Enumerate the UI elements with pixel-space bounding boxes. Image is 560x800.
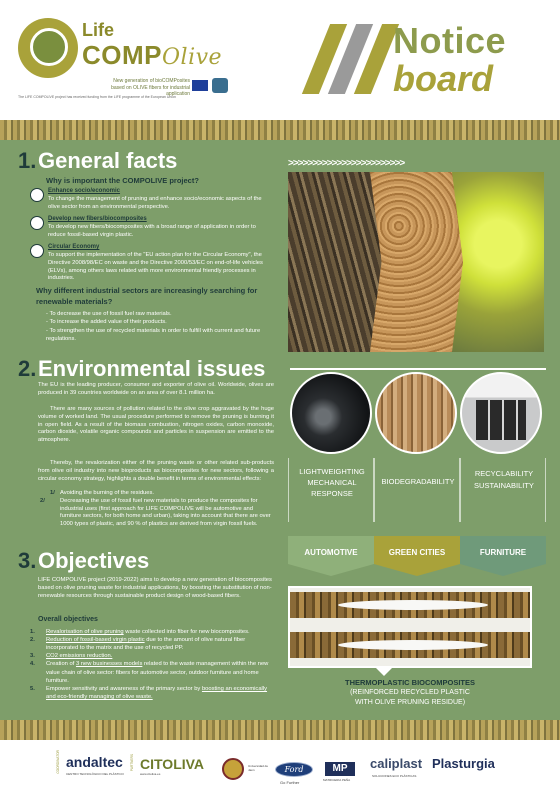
partners-label: PARTNERS (130, 754, 134, 772)
university-jaen-label: Universidad de Jaén (248, 764, 269, 772)
logo-comp-text: COMPOlive (82, 40, 223, 70)
university-jaen-seal-icon (222, 758, 244, 780)
olive-leaf-icon (30, 28, 68, 66)
sector-attributes-furniture (460, 458, 546, 522)
automotive-photo (290, 372, 372, 454)
slash-decoration (302, 24, 392, 94)
sector-attributes-green-cities (374, 458, 460, 522)
flask-icon (30, 216, 44, 230)
caliplast-logo: caliplast (370, 756, 423, 771)
item-body-circular: To support the implementation of the "EU action plan for the Circular Economy", the Directive 2008/98/EC on waste and the Directive 2000/53/EC on end-of-life vehicles (ELVs), among others laws related with more environmental friendly processes in industries. (48, 252, 263, 282)
list-item: 5. Empower sensitivity and awareness of the primary sector by boosting an economically and eco-friendly managing of olive waste. (30, 685, 268, 700)
mp-logo: MP (325, 762, 355, 776)
attr-line: RESPONSE (311, 489, 353, 498)
section-1-number: 1. (18, 148, 37, 173)
plasturgia-logo: Plasturgia (432, 756, 495, 771)
section-1-title: General facts (38, 148, 178, 173)
item-body-fibers: To develop new fibers/biocomposites with a broad range of application in order to reduce fossil-based virgin plastic. (48, 224, 256, 238)
biocomposite-subtitle-line: (REINFORCED RECYCLED PLASTIC (350, 689, 470, 696)
wood-chips-photo (370, 172, 466, 352)
pellets-photo (452, 172, 544, 352)
list-item: 4. Creation of 3 new businesses models related to the waste management within the new value chain of olive sector: fibers for automotive sector, outdoor furniture and home furniture. (30, 661, 269, 684)
objectives-list (30, 628, 278, 701)
section-2-title: Environmental issues (38, 356, 266, 381)
board-title: board (393, 58, 494, 99)
section-2-number: 2. (18, 356, 37, 381)
section-3-number: 3. (18, 548, 37, 573)
ford-logo: Ford (275, 762, 313, 777)
attr-line: LIGHTWEIGHTING (299, 467, 365, 476)
item-head-fibers: Develop new fibers/biocomposites (48, 216, 147, 222)
coordinator-label: COORDINATOR (56, 750, 60, 774)
citoliva-logo: CITOLIVA (140, 756, 205, 772)
item-body-socio: To change the management of pruning and enhance socio/economic aspects of the olive sector from an environmental perspective. (48, 196, 262, 210)
recycle-icon (30, 244, 44, 258)
down-arrow-icon (376, 668, 392, 676)
general-question-1: Why is important the COMPOLIVE project? (46, 176, 199, 185)
section-divider (290, 368, 546, 370)
attr-line: BIODEGRADABILITY (381, 477, 455, 486)
attr-line: MECHANICAL (307, 478, 357, 487)
objectives-intro: LIFE COMPOLIVE project (2019-2022) aims to develop a new generation of biocomposites based on olive pruning waste for industrial applications, by boosting the substitution of non-renewable resources through sustainable product design of wood-based fibers. (38, 577, 272, 600)
sector-attributes-automotive (288, 458, 374, 522)
furniture-photo (460, 372, 542, 454)
funding-note: The LIFE COMPOLIVE project has received funding from the LIFE programme of the European Union (18, 95, 176, 99)
chevron-row-icon: >>>>>>>>>>>>>>>>>>>>>>>> (288, 158, 405, 169)
biocomposite-title: THERMOPLASTIC BIOCOMPOSITES (344, 678, 475, 687)
env-paragraph-2: There are many sources of pollution related to the olive crop aggravated by the huge volume of worked land. The usual procedure performed to remove the pruning is burning it in open field. As a result of the biomass combustion, nitrogen oxides, carbon monoxide, carbon dioxide, volatile organic compounds and particles in suspension are emitted to the atmosphere. (38, 406, 274, 444)
mp-subtitle: MATRICERIA PEÑA (323, 778, 351, 782)
item-head-circular: Circular Economy (48, 244, 100, 250)
list-item: - To increase the added value of their products. (46, 318, 266, 326)
andaltec-logo: andaltec (66, 754, 123, 770)
biocomposite-photo (288, 586, 532, 668)
sector-name-automotive: AUTOMOTIVE (304, 548, 358, 557)
list-item: 2. Reduction of fossil-based virgin plastic due to the amount of olive natural fiber incorporated to the matrix and the use of recycled PP. (30, 637, 246, 652)
biocomposite-subtitle (288, 688, 532, 708)
header (0, 0, 560, 118)
general-bullets (46, 310, 266, 344)
list-item: - To decrease the use of fossil fuel raw materials. (46, 310, 266, 318)
andaltec-subtitle: CENTRO TECNOLÓGICO DEL PLÁSTICO (66, 772, 124, 776)
green-cities-photo (375, 372, 457, 454)
eu-flag-icon (192, 80, 208, 91)
handshake-icon (30, 188, 44, 202)
ford-tagline: Go Further (280, 780, 300, 785)
list-item: 1/ Avoiding the burning of the residues. (50, 490, 154, 496)
biocomposite-slot (338, 600, 488, 610)
general-question-2: Why different industrial sectors are increasingly searching for renewable materials? (36, 286, 258, 306)
env-paragraph-1: The EU is the leading producer, consumer and exporter of olive oil. Worldwide, olives are produced in 39 countries worldwide on an area of over 8.1 million ha. (38, 382, 274, 396)
caliplast-subtitle: SOLUCIONES ECO PLÁSTICAS (372, 774, 417, 778)
attr-line: SUSTAINABILITY (474, 481, 534, 490)
sector-name-green-cities: GREEN CITIES (388, 548, 446, 557)
olive-trunk-photo (288, 172, 384, 352)
env-list (40, 490, 274, 529)
list-item: 2/ Decreasing the use of fossil fuel new materials to produce the composites for industrial uses (first approach for LIFE COMPOLIVE will be automotive and furniture sectors, for both home and urban), taking into account that there are over 1000 types of plastic, and 90 % of plastics are derived from virgin fossil fuels. (40, 497, 271, 528)
list-item: 3. CO2 emissions reduction. (30, 653, 113, 660)
overall-objectives-heading: Overall objectives (38, 616, 98, 623)
env-paragraph-3: Thereby, the revalorization either of the pruning waste or other related sub-products from olive oil industry into new bioproducts as biocomposites for new sectors, following a circular economy strategy, highlights a double benefit in terms of environmental effects: (38, 460, 274, 482)
project-tagline: New generation of bioCOMPosites based on OLIVE fibers for industrial application (111, 78, 190, 97)
item-head-socio: Enhance socio/economic (48, 188, 121, 194)
list-item: 1. Revalorisation of olive pruning waste collected into fiber for new biocomposites. (30, 629, 250, 635)
attr-line: RECYCLABILITY (474, 469, 534, 478)
list-item: - To strengthen the use of recycled materials in order to fulfill with current and future regulations. (46, 327, 266, 344)
wood-texture-strip (0, 120, 560, 140)
life-programme-icon (212, 78, 228, 93)
sector-name-furniture: FURNITURE (479, 548, 527, 557)
citoliva-url: www.citoliva.es (140, 772, 161, 776)
partner-footer (0, 740, 560, 800)
logo-life-text: Life (82, 20, 115, 40)
biocomposite-slot (338, 640, 488, 650)
section-3-title: Objectives (38, 548, 150, 573)
biocomposite-subtitle-line: WITH OLIVE PRUNING RESIDUE) (354, 698, 466, 706)
wood-texture-strip (0, 720, 560, 740)
notice-title: Notice (393, 20, 507, 61)
